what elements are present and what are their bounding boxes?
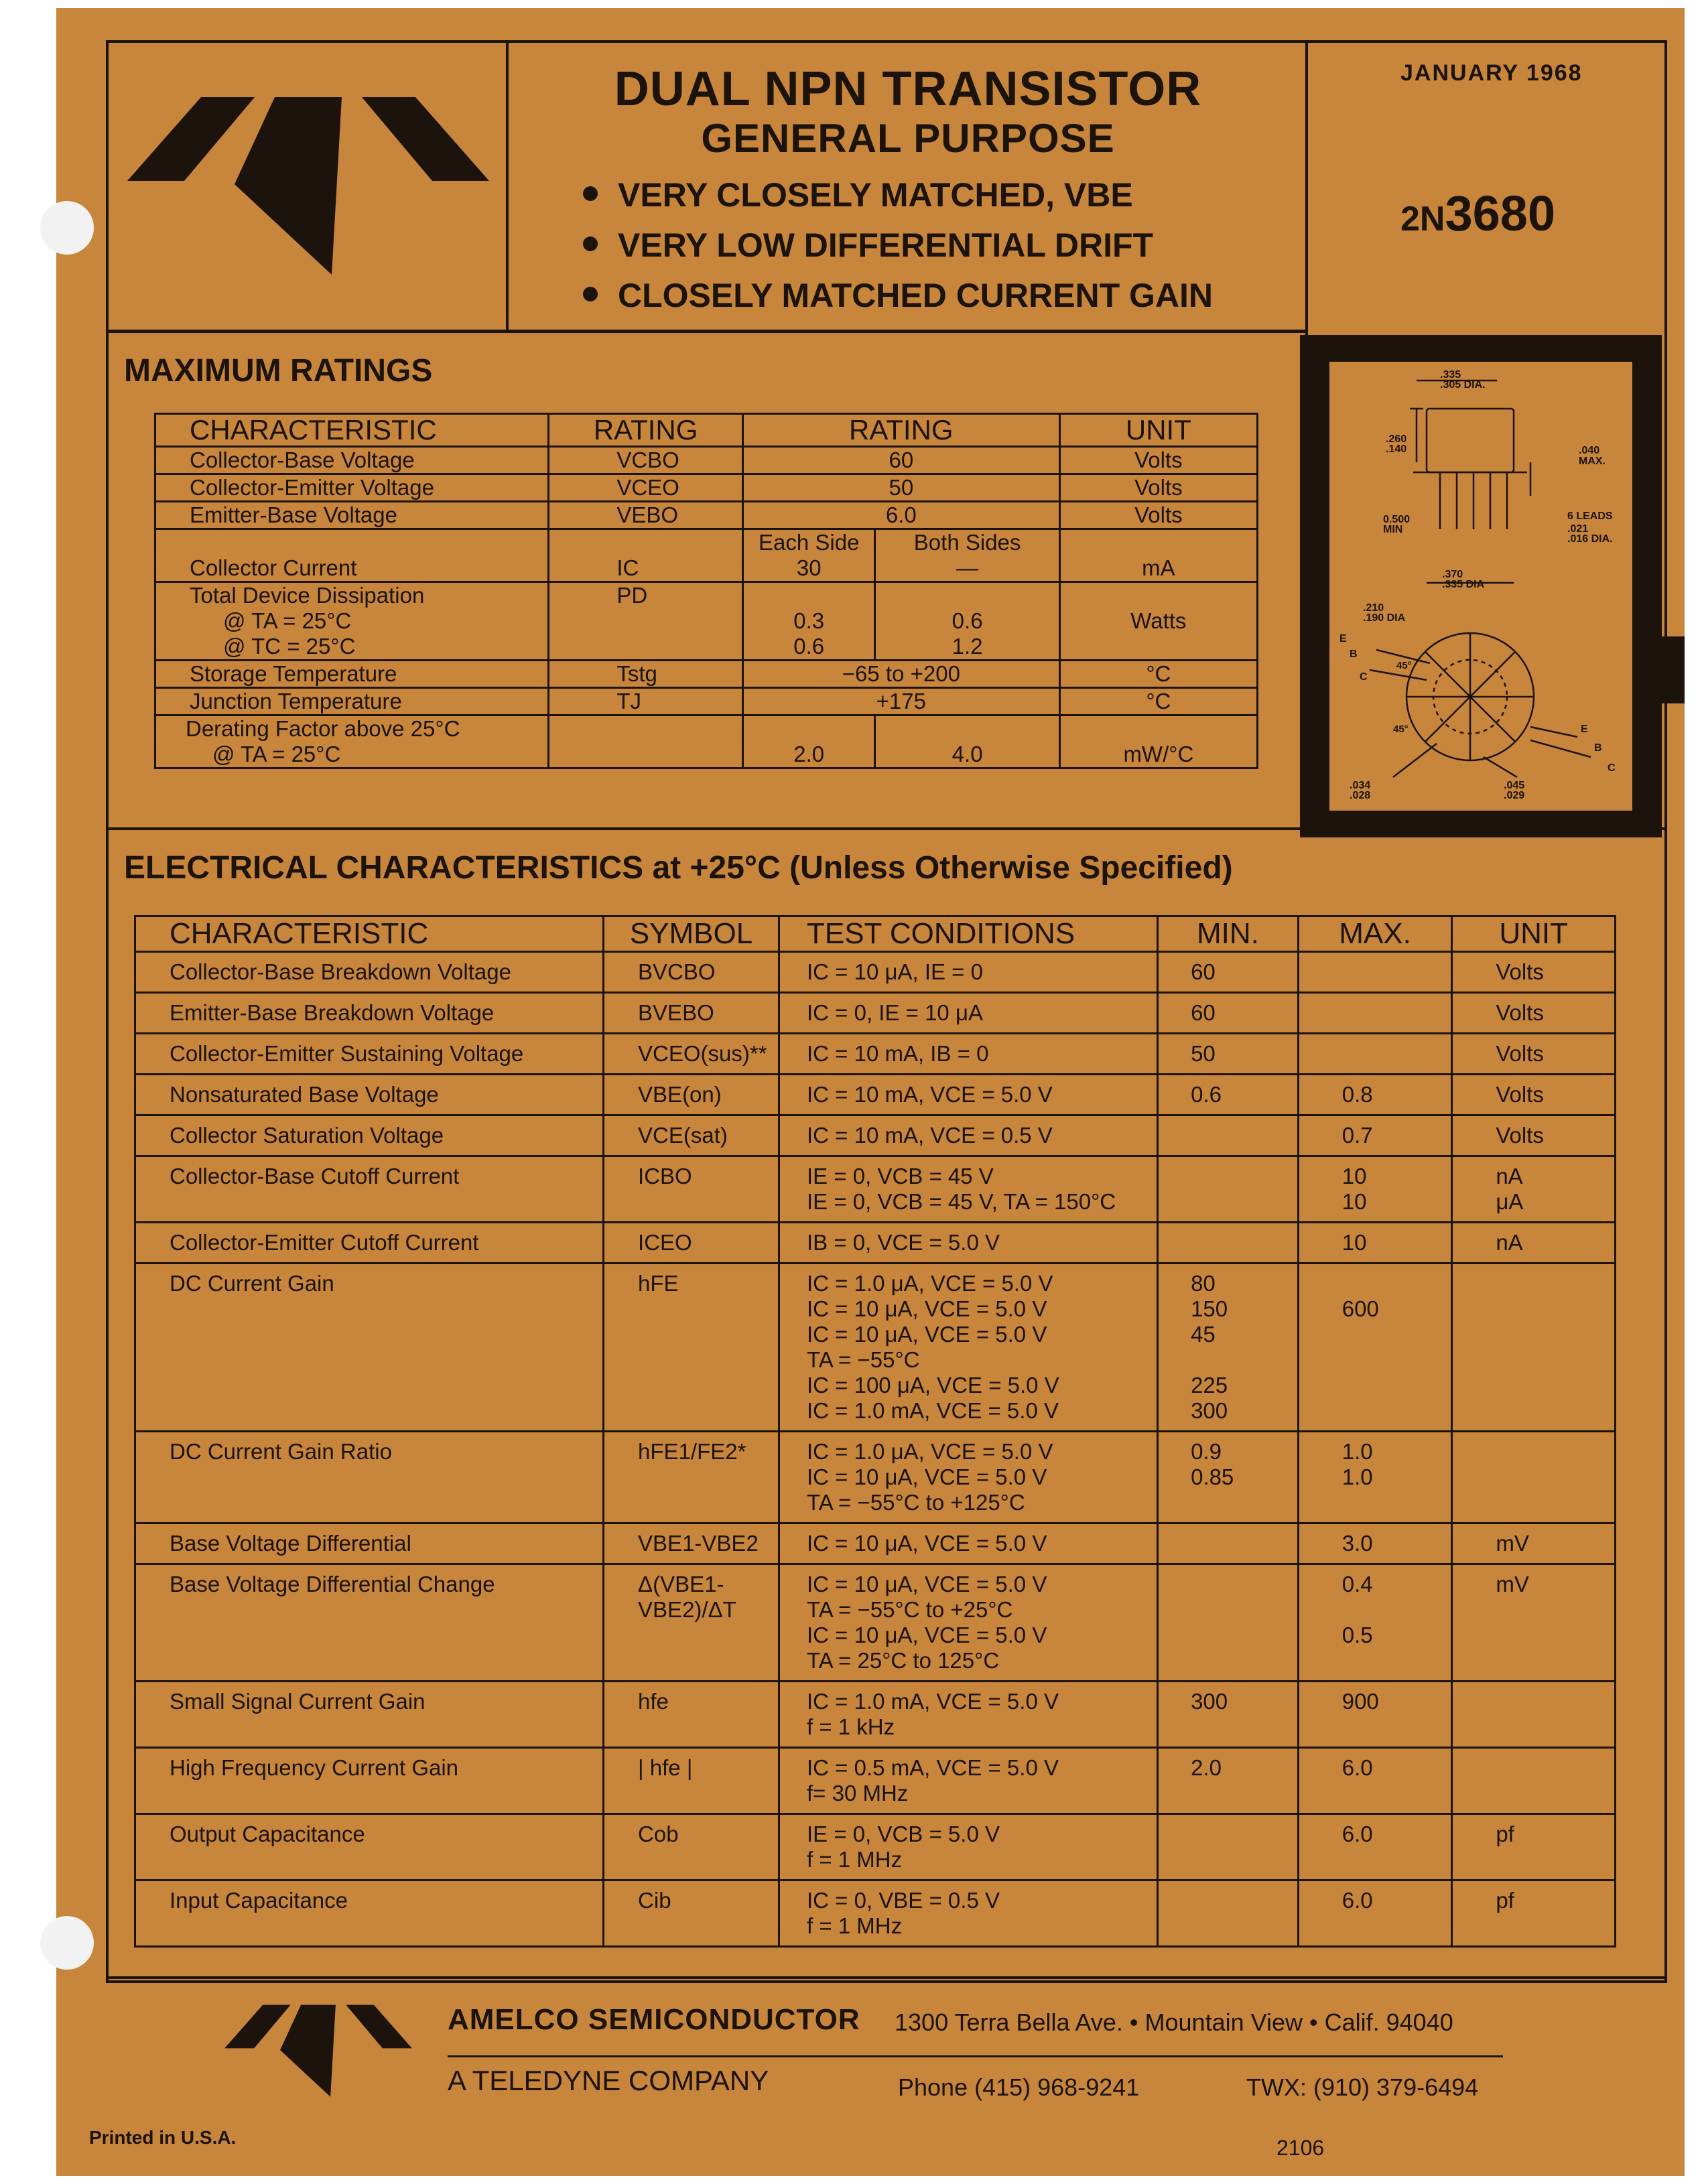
column-header: UNIT xyxy=(1059,414,1257,447)
cell-char: Base Voltage Differential Change xyxy=(135,1564,604,1682)
cell-sym: Cib xyxy=(604,1881,779,1947)
column-header: CHARACTERISTIC xyxy=(155,414,549,447)
cell-cond: IC = 10 μA, VCE = 5.0 V TA = −55°C to +25°C IC = 10 μA, VCE = 5.0 V TA = 25°C to 125°C xyxy=(779,1564,1157,1682)
edge-mark xyxy=(1660,636,1685,703)
table-row xyxy=(135,952,1616,993)
table-row xyxy=(135,993,1616,1034)
table-row xyxy=(135,1034,1616,1075)
cell-unit xyxy=(1452,1748,1616,1814)
table-row: Collector-Base Voltage VCBO 60 Volts xyxy=(155,447,1258,474)
cell-unit: mV xyxy=(1452,1523,1616,1564)
cell-cond: IC = 10 μA, VCE = 5.0 V xyxy=(779,1523,1157,1564)
cell-cond: IB = 0, VCE = 5.0 V xyxy=(779,1223,1157,1264)
cell-max: 1.0 1.0 xyxy=(1298,1432,1452,1523)
table-row: Emitter-Base Voltage VEBO 6.0 Volts xyxy=(155,502,1258,529)
cell-char: Collector Saturation Voltage xyxy=(135,1115,604,1156)
cell-cond: IC = 10 mA, VCE = 0.5 V xyxy=(779,1115,1157,1156)
column-header: UNIT xyxy=(1452,916,1616,952)
cell-max xyxy=(1298,1034,1452,1075)
cell-cond: IC = 0, VBE = 0.5 V f = 1 MHz xyxy=(779,1881,1157,1947)
column-header: SYMBOL xyxy=(604,916,779,952)
cell-max: 10 10 xyxy=(1298,1156,1452,1223)
footer-rule xyxy=(448,2055,1503,2057)
table-row: Junction Temperature TJ +175 °C xyxy=(155,688,1258,715)
printed-in: Printed in U.S.A. xyxy=(89,2127,237,2148)
cell-max xyxy=(1298,993,1452,1034)
cell-unit: Volts xyxy=(1452,1034,1616,1075)
document-number: 2106 xyxy=(1276,2136,1325,2160)
phone-number: Phone (415) 968-9241 xyxy=(898,2073,1140,2101)
cell-sym: Cob xyxy=(604,1814,779,1881)
section-heading-max-ratings: MAXIMUM RATINGS xyxy=(124,353,433,389)
cell-max: 600 xyxy=(1298,1264,1452,1432)
section-divider xyxy=(106,1976,1667,1979)
table-row xyxy=(135,1432,1616,1523)
cell-char: Small Signal Current Gain xyxy=(135,1682,604,1748)
cell-sym: BVEBO xyxy=(604,993,779,1034)
cell-unit: Volts xyxy=(1452,993,1616,1034)
table-row: Total Device Dissipation @ TA = 25°C @ TC = 25°C PD 0.3 0.6 0.6 1.2 Watts xyxy=(155,582,1258,661)
header-divider xyxy=(506,40,509,332)
cell-unit: Volts xyxy=(1452,1115,1616,1156)
cell-max: 10 xyxy=(1298,1223,1452,1264)
table-row xyxy=(135,1564,1616,1682)
twx-number: TWX: (910) 379-6494 xyxy=(1246,2073,1479,2101)
cell-sym: VBE1-VBE2 xyxy=(604,1523,779,1564)
cell-sym: BVCBO xyxy=(604,952,779,993)
feature-bullet: CLOSELY MATCHED CURRENT GAIN xyxy=(583,276,1213,315)
cell-char: Nonsaturated Base Voltage xyxy=(135,1075,604,1115)
cell-cond: IC = 0.5 mA, VCE = 5.0 V f= 30 MHz xyxy=(779,1748,1157,1814)
cell-min xyxy=(1158,1564,1299,1682)
table-row xyxy=(135,1075,1616,1115)
cell-max: 0.7 xyxy=(1298,1115,1452,1156)
cell-char: Input Capacitance xyxy=(135,1881,604,1947)
table-row: Derating Factor above 25°C @ TA = 25°C 2.0 4.0 mW/°C xyxy=(155,715,1258,768)
cell-unit xyxy=(1452,1264,1616,1432)
cell-char: Collector-Emitter Sustaining Voltage xyxy=(135,1034,604,1075)
company-name: AMELCO SEMICONDUCTOR xyxy=(448,2003,860,2036)
cell-cond: IC = 0, IE = 10 μA xyxy=(779,993,1157,1034)
cell-sym: ICBO xyxy=(604,1156,779,1223)
cell-char: High Frequency Current Gain xyxy=(135,1748,604,1814)
cell-unit: Volts xyxy=(1452,952,1616,993)
column-header: RATING xyxy=(742,414,1059,447)
cell-sym: hfe xyxy=(604,1682,779,1748)
cell-unit: nA xyxy=(1452,1223,1616,1264)
cell-min: 50 xyxy=(1158,1034,1299,1075)
table-row xyxy=(135,1814,1616,1881)
cell-min xyxy=(1158,1523,1299,1564)
section-heading-electrical: ELECTRICAL CHARACTERISTICS at +25°C (Unless Otherwise Specified) xyxy=(124,850,1233,886)
cell-min: 300 xyxy=(1158,1682,1299,1748)
page-subtitle: GENERAL PURPOSE xyxy=(701,116,1115,161)
cell-char: DC Current Gain xyxy=(135,1264,604,1432)
cell-cond: IC = 10 mA, IB = 0 xyxy=(779,1034,1157,1075)
electrical-characteristics-table xyxy=(134,915,1616,1948)
cell-char: Collector-Base Cutoff Current xyxy=(135,1156,604,1223)
cell-min: 0.9 0.85 xyxy=(1158,1432,1299,1523)
package-outline-diagram: .335 .305 DIA. .260 .140 .040 MAX. 0.500 MIN 6 LEADS .021 .016 DIA. .370 .335 DIA .210 .190 DIA .034 .028 .045 .029 45° 45° E B C E B C xyxy=(1300,335,1662,837)
cell-unit: mV xyxy=(1452,1564,1616,1682)
table-row xyxy=(135,1682,1616,1748)
cell-max: 3.0 xyxy=(1298,1523,1452,1564)
cell-max xyxy=(1298,952,1452,993)
cell-sym: hFE xyxy=(604,1264,779,1432)
binder-hole xyxy=(40,1916,94,1970)
cell-char: Output Capacitance xyxy=(135,1814,604,1881)
feature-bullet: VERY CLOSELY MATCHED, VBE xyxy=(583,176,1133,214)
page-title: DUAL NPN TRANSISTOR xyxy=(614,62,1202,116)
column-header: MAX. xyxy=(1298,916,1452,952)
cell-sym: | hfe | xyxy=(604,1748,779,1814)
table-row xyxy=(135,1264,1616,1432)
table-header-row xyxy=(155,414,1258,447)
cell-sym: VCE(sat) xyxy=(604,1115,779,1156)
cell-min: 60 xyxy=(1158,952,1299,993)
table-row: Collector Current IC Each Side 30 Both Sides — mA xyxy=(155,529,1258,582)
cell-cond: IC = 10 μA, IE = 0 xyxy=(779,952,1157,993)
cell-sym: VBE(on) xyxy=(604,1075,779,1115)
cell-sym: hFE1/FE2* xyxy=(604,1432,779,1523)
cell-min: 2.0 xyxy=(1158,1748,1299,1814)
cell-max: 6.0 xyxy=(1298,1814,1452,1881)
cell-cond: IE = 0, VCB = 45 V IE = 0, VCB = 45 V, TA = 150°C xyxy=(779,1156,1157,1223)
teledyne-logo-icon xyxy=(221,2003,415,2097)
cell-min xyxy=(1158,1814,1299,1881)
cell-unit: Volts xyxy=(1452,1075,1616,1115)
date: JANUARY 1968 xyxy=(1400,60,1583,86)
header-divider xyxy=(106,330,1307,333)
cell-sym: Δ(VBE1-VBE2)/ΔT xyxy=(604,1564,779,1682)
table-row xyxy=(135,1748,1616,1814)
cell-min: 80 150 45 225 300 xyxy=(1158,1264,1299,1432)
cell-cond: IC = 1.0 μA, VCE = 5.0 V IC = 10 μA, VCE = 5.0 V TA = −55°C to +125°C xyxy=(779,1432,1157,1523)
cell-cond: IC = 1.0 μA, VCE = 5.0 V IC = 10 μA, VCE = 5.0 V IC = 10 μA, VCE = 5.0 V TA = −55°C IC = 100 μA, VCE = 5.0 V IC = 1.0 mA, VCE = 5.0 V xyxy=(779,1264,1157,1432)
cell-unit xyxy=(1452,1432,1616,1523)
header-divider xyxy=(1305,40,1308,342)
table-row: Storage Temperature Tstg −65 to +200 °C xyxy=(155,661,1258,688)
cell-max: 6.0 xyxy=(1298,1748,1452,1814)
binder-hole xyxy=(40,201,94,255)
cell-char: Base Voltage Differential xyxy=(135,1523,604,1564)
cell-char: Collector-Emitter Cutoff Current xyxy=(135,1223,604,1264)
table-row xyxy=(135,1523,1616,1564)
cell-min xyxy=(1158,1115,1299,1156)
feature-bullet: VERY LOW DIFFERENTIAL DRIFT xyxy=(583,226,1153,265)
table-row xyxy=(135,1223,1616,1264)
cell-unit: pf xyxy=(1452,1881,1616,1947)
cell-max: 0.4 0.5 xyxy=(1298,1564,1452,1682)
cell-cond: IE = 0, VCB = 5.0 V f = 1 MHz xyxy=(779,1814,1157,1881)
column-header: TEST CONDITIONS xyxy=(779,916,1157,952)
cell-min: 0.6 xyxy=(1158,1075,1299,1115)
cell-min: 60 xyxy=(1158,993,1299,1034)
table-row xyxy=(135,1115,1616,1156)
cell-unit xyxy=(1452,1682,1616,1748)
cell-char: DC Current Gain Ratio xyxy=(135,1432,604,1523)
column-header: RATING xyxy=(549,414,743,447)
column-header: MIN. xyxy=(1158,916,1299,952)
cell-max: 6.0 xyxy=(1298,1881,1452,1947)
table-row xyxy=(135,1881,1616,1947)
max-ratings-table xyxy=(154,413,1258,769)
cell-char: Collector-Base Breakdown Voltage xyxy=(135,952,604,993)
cell-sym: VCEO(sus)** xyxy=(604,1034,779,1075)
cell-sym: ICEO xyxy=(604,1223,779,1264)
cell-unit: pf xyxy=(1452,1814,1616,1881)
cell-unit: nA μA xyxy=(1452,1156,1616,1223)
cell-cond: IC = 1.0 mA, VCE = 5.0 V f = 1 kHz xyxy=(779,1682,1157,1748)
cell-min xyxy=(1158,1881,1299,1947)
cell-min xyxy=(1158,1223,1299,1264)
cell-max: 900 xyxy=(1298,1682,1452,1748)
table-row: Collector-Emitter Voltage VCEO 50 Volts xyxy=(155,474,1258,502)
cell-max: 0.8 xyxy=(1298,1075,1452,1115)
part-number: 2N3680 xyxy=(1400,186,1556,241)
company-address: 1300 Terra Bella Ave. • Mountain View • Calif. 94040 xyxy=(895,2008,1453,2036)
table-header-row xyxy=(135,916,1616,952)
parent-company: A TELEDYNE COMPANY xyxy=(448,2065,769,2096)
cell-cond: IC = 10 mA, VCE = 5.0 V xyxy=(779,1075,1157,1115)
cell-char: Emitter-Base Breakdown Voltage xyxy=(135,993,604,1034)
teledyne-logo-icon xyxy=(121,94,496,275)
cell-min xyxy=(1158,1156,1299,1223)
column-header: CHARACTERISTIC xyxy=(135,916,604,952)
table-row xyxy=(135,1156,1616,1223)
